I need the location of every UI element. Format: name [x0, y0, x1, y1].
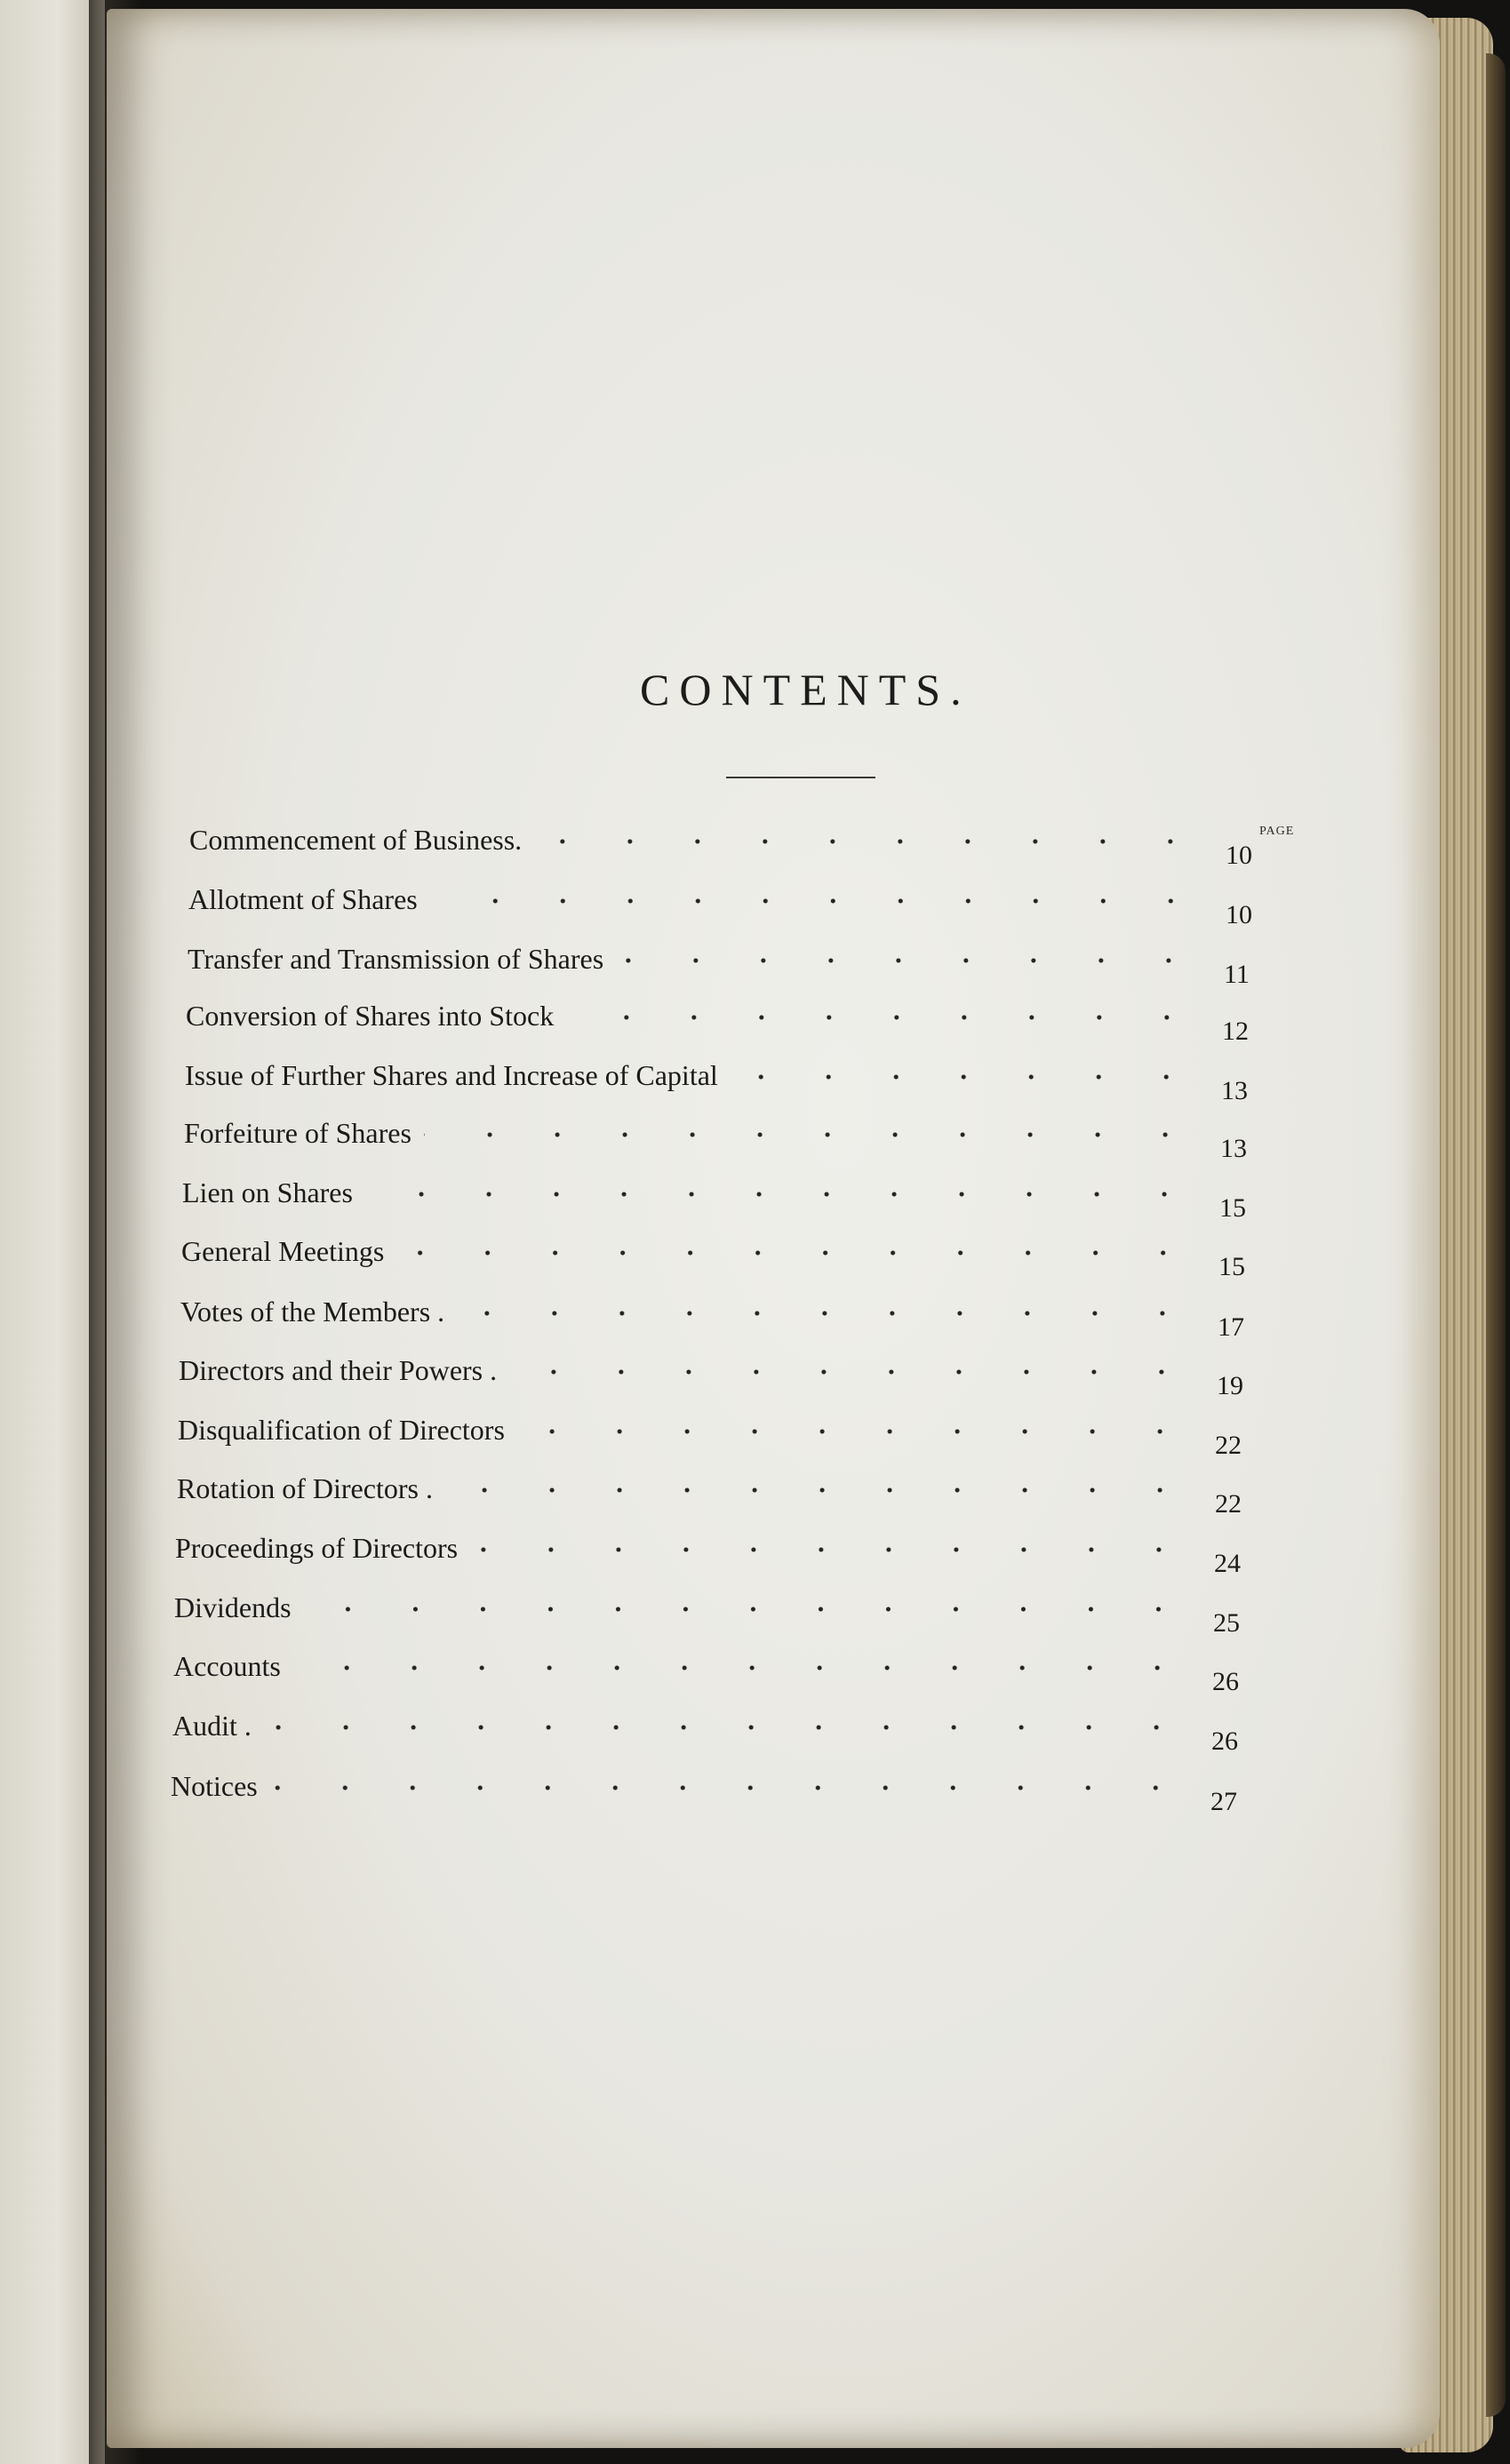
dot-leader: [264, 1724, 1190, 1731]
dot-leader: [293, 1664, 1191, 1671]
page-title: CONTENTS.: [640, 665, 971, 714]
entry-page-number: 13: [1221, 1076, 1248, 1105]
entry-page-number: 22: [1215, 1489, 1242, 1519]
entry-page-number: 13: [1220, 1134, 1247, 1163]
entry-page-number: 15: [1219, 1193, 1246, 1223]
contents-entry: [180, 1294, 1257, 1342]
contents-entry: [174, 1590, 1252, 1638]
entry-page-number: 12: [1222, 1017, 1249, 1046]
contents-entry: [184, 1115, 1259, 1163]
entry-label: Dividends: [174, 1591, 292, 1623]
entry-label: Allotment of Shares: [188, 883, 418, 915]
dot-leader: [566, 1014, 1201, 1021]
page-column-label: PAGE: [1259, 825, 1295, 838]
entry-label: Notices: [171, 1770, 258, 1802]
contents-entry: [175, 1530, 1253, 1578]
entry-page-number: 10: [1226, 841, 1252, 870]
entry-label: General Meetings: [181, 1235, 385, 1267]
entry-page-number: 26: [1211, 1726, 1238, 1756]
contents-list: [107, 9, 1440, 2448]
dot-leader: [457, 1310, 1196, 1317]
dot-leader: [445, 1487, 1194, 1494]
entry-page-number: 26: [1212, 1667, 1239, 1696]
entry-label: Transfer and Transmission of Shares: [188, 943, 604, 975]
dot-leader: [365, 1191, 1198, 1198]
entry-label: Forfeiture of Shares: [184, 1117, 411, 1149]
dot-leader: [424, 1131, 1199, 1138]
entry-label: Proceedings of Directors: [175, 1532, 459, 1564]
contents-entry: [178, 1412, 1254, 1460]
entry-page-number: 22: [1215, 1431, 1242, 1460]
contents-entry: [185, 1057, 1260, 1105]
contents-entry: [172, 1708, 1250, 1756]
entry-page-number: 10: [1226, 900, 1252, 929]
entry-page-number: 17: [1218, 1312, 1244, 1342]
entry-label: Audit .: [172, 1710, 252, 1742]
contents-entry: [173, 1648, 1251, 1696]
dot-leader: [470, 1546, 1193, 1553]
contents-entry: [181, 1233, 1258, 1281]
entry-label: Disqualification of Directors: [178, 1414, 505, 1446]
dot-leader: [517, 1428, 1194, 1435]
entry-page-number: 25: [1213, 1608, 1240, 1638]
contents-entry: [182, 1175, 1258, 1223]
entry-label: Directors and their Powers .: [179, 1354, 498, 1386]
entry-label: Rotation of Directors .: [177, 1472, 433, 1504]
dot-leader: [534, 838, 1204, 845]
entry-label: Lien on Shares: [182, 1176, 353, 1208]
entry-label: Issue of Further Shares and Increase of Capital: [185, 1059, 718, 1091]
contents-entry: [188, 881, 1265, 929]
contents-page: [107, 9, 1440, 2448]
entry-page-number: 15: [1218, 1252, 1245, 1281]
contents-entry: [171, 1768, 1250, 1816]
dot-leader: [304, 1606, 1192, 1613]
dot-leader: [396, 1249, 1197, 1256]
entry-page-number: 24: [1214, 1549, 1241, 1578]
entry-page-number: 11: [1224, 960, 1250, 989]
dot-leader: [430, 897, 1204, 905]
entry-page-number: 27: [1210, 1787, 1237, 1816]
dot-leader: [731, 1073, 1200, 1080]
entry-label: Commencement of Business.: [189, 824, 523, 856]
entry-label: Votes of the Members .: [180, 1296, 445, 1328]
entry-page-number: 19: [1217, 1371, 1243, 1400]
dot-leader: [509, 1368, 1195, 1376]
contents-entry: [177, 1471, 1254, 1519]
dot-leader: [616, 957, 1202, 964]
entry-label: Accounts: [173, 1650, 281, 1682]
contents-entry: [186, 998, 1261, 1046]
contents-entry: [189, 822, 1265, 870]
dot-leader: [270, 1784, 1189, 1791]
contents-entry: [179, 1352, 1256, 1400]
contents-entry: [188, 941, 1263, 989]
entry-label: Conversion of Shares into Stock: [186, 1000, 555, 1032]
